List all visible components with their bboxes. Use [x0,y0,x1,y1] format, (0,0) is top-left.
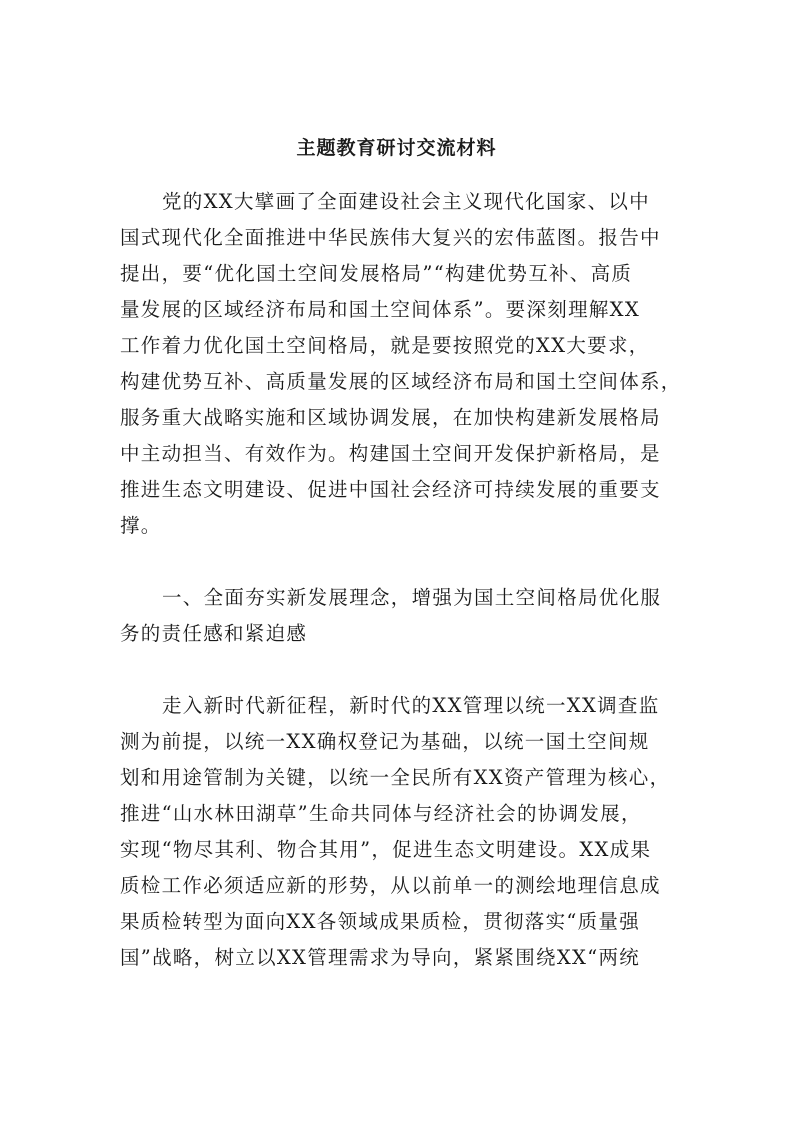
body-line: 实现“物尽其利、物合其用”，促进生态文明建设。XX成果 [120,838,652,861]
body-line: 推进“山水林田湖草”生命共同体与经济社会的协调发展， [120,802,642,825]
section-heading-line: 务的责任感和紧迫感 [120,622,308,645]
body-line: 国”战略，树立以XX管理需求为导向，紧紧围绕XX“两统 [120,946,641,969]
body-line: 构建优势互补、高质量发展的区域经济布局和国土空间体系， [120,370,682,393]
body-line: 测为前提，以统一XX确权登记为基础，以统一国土空间规 [120,730,650,753]
body-line: 撑。 [120,514,162,537]
body-line: 提出，要“优化国土空间发展格局”“构建优势互补、高质 [120,262,633,285]
body-line: 工作着力优化国土空间格局，就是要按照党的XX大要求， [120,334,650,357]
body-line: 中主动担当、有效作为。构建国土空间开发保护新格局，是 [120,442,661,465]
section-heading-line: 一、全面夯实新发展理念，增强为国土空间格局优化服 [162,586,662,609]
body-line: 走入新时代新征程，新时代的XX管理以统一XX调查监 [162,694,660,717]
body-line: 国式现代化全面推进中华民族伟大复兴的宏伟蓝图。报告中 [120,226,661,249]
body-line: 党的XX大擘画了全面建设社会主义现代化国家、以中 [162,190,650,213]
body-line: 果质检转型为面向XX各领域成果质检，贯彻落实“质量强 [120,910,641,933]
body-line: 划和用途管制为关键，以统一全民所有XX资产管理为核心， [120,766,671,789]
body-line: 服务重大战略实施和区域协调发展，在加快构建新发展格局 [120,406,661,429]
document-title: 主题教育研讨交流材料 [296,137,497,159]
body-line: 推进生态文明建设、促进中国社会经济可持续发展的重要支 [120,478,661,501]
body-line: 量发展的区域经济布局和国土空间体系”。要深刻理解XX [120,298,641,321]
body-line: 质检工作必须适应新的形势，从以前单一的测绘地理信息成 [120,874,661,897]
